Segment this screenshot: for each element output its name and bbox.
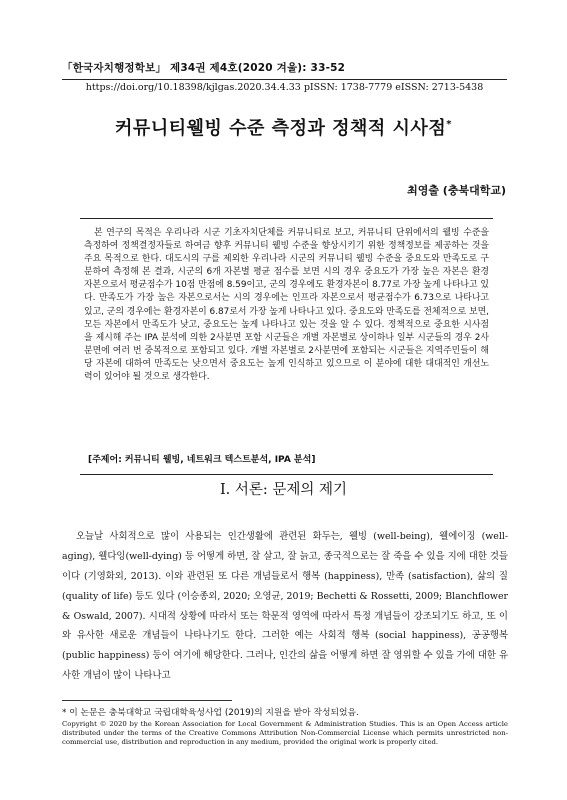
- paper-title: [30, 114, 537, 140]
- paper-title-text: 커뮤니티웰빙 수준 측정과 정책적 시사점: [115, 118, 447, 139]
- abstract-text: 본 연구의 목적은 우리나라 시군 기초자치단체를 커뮤니티로 보고, 커뮤니티 단위에서의 웰빙 수준을 측정하여 정책결정자들로 하여금 향후 커뮤니티 웰빙 수준을 향상시키기 위한 정책정보를 제공하는 것을 주요 목적으로 한다. 대도시의 구를 제외한 우리나라 시군의 커뮤니티 웰빙 수준을 중요도와 만족도로 구분하여 측정해 본 결과, 시군의 6개 자본별 평균 점수를 보면 시의 경우 중요도가 가장 높은 자본은 환경자본으로서 평균점수가 10점 만점에 8.59이고, 군의 경우에도 환경자본이 8.77로 가장 높게 나타나고 있다. 만족도가 가장 높은 자본으로서는 시의 경우에는 인프라 자본으로서 평균점수가 6.73으로 나타나고 있고, 군의 경우에는 환경자본이 6.87로서 가장 높게 나타나고 있다. 중요도와 만족도를 전체적으로 보면, 모든 자본에서 만족도가 낮고, 중요도는 높게 나타나고 있는 것을 알 수 있다. 정책적으로 중요한 시사점을 제시해 주는 IPA 분석에 의한 2사분면 포함 시군들은 개별 자본별로 상이하나 일부 시군들의 경우 2사분면에 여러 번 중복적으로 포함되고 있다. 개별 자본별로 2사분면에 포함되는 시군들은 지역주민들이 해당 자본에 대하여 만족도는 낮으면서 중요도는 높게 인식하고 있으므로 이 분야에 대한 대대적인 개선노력이 있어야 될 것으로 생각한다.: [84, 228, 490, 383]
- journal-citation: 「한국자치행정학보」 제34권 제4호(2020 겨울): 33-52: [62, 60, 507, 80]
- body-paragraph: 오늘날 사회적으로 많이 사용되는 인간생활에 관련된 화두는, 웰빙 (well-being), 웰에이징 (well-aging), 웰다잉(well-dying) 등 어떻게 하면, 잘 살고, 잘 늙고, 종국적으로는 잘 죽을 수 있을 지에 대한 것들이다 (기영화외, 2013). 이와 관련된 또 다른 개념들로서 행복 (happiness), 만족 (satisfaction), 삶의 질 (quality of life) 등도 있다 (이승종외, 2020; 오영균, 2019; Bechetti & Rossetti, 2009; Blanchflower & Oswald, 2007). 시대적 상황에 따라서 또는 학문적 영역에 따라서 특정 개념들이 강조되기도 하고, 또 이와 유사한 새로운 개념들이 나타나기도 한다. 그러한 예는 사회적 행복 (social happiness), 공공행복 (public happiness) 등이 여기에 해당한다. 그러나, 인간의 삶을 어떻게 하면 잘 영위할 수 있을 가에 대한 유사한 개념이 많이 나타나고: [62, 531, 508, 681]
- doi-issn-line: https://doi.org/10.18398/kjlgas.2020.34.4.33 pISSN: 1738-7779 eISSN: 2713-5438: [85, 82, 484, 93]
- section-heading: I. 서론: 문제의 제기: [219, 482, 348, 498]
- author-affiliation: 최영출 (충북대학교): [407, 184, 506, 197]
- footnote-divider: [62, 700, 232, 701]
- title-footnote-mark: *: [446, 119, 452, 130]
- keywords: [주제어: 커뮤니티 웰빙, 네트워크 텍스트분석, IPA 분석]: [88, 455, 316, 465]
- footnote: * 이 논문은 충북대학교 국립대학육성사업 (2019)의 지원을 받아 작성되었음.: [62, 708, 359, 718]
- abstract-box: [80, 218, 493, 475]
- copyright-notice: Copyright © 2020 by the Korean Association for Local Government & Administration Studies. This is an Open Access article distributed under the terms of the Creative Commons Attribution Non-Commercial License which permits unrestricted non-commercial use, distribution and reproduction in any medium, provided the original work is properly cited.: [62, 720, 508, 746]
